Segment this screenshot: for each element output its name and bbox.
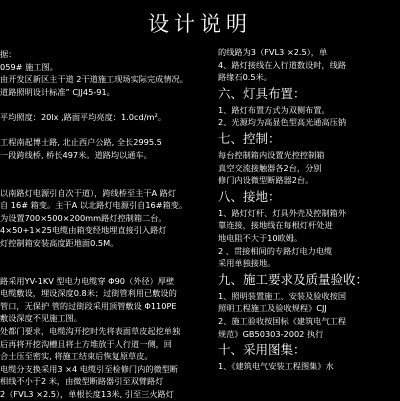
text-line: 工程南起博士路, 北止西户公路, 全长2995.5 [0, 137, 162, 148]
text-line: 道路照明设计标准” CJJ45-91。 [0, 86, 115, 97]
left-column [0, 48, 200, 401]
text-line: 灯控制箱安装高度距地面0.5M。 [0, 237, 119, 248]
text-line: 4×50+1×25电缆由箱变经地埋直接引入路灯 [0, 225, 167, 236]
text-line: 由开发区新区主干道 2干道施工现场实际完成情况。 [0, 74, 188, 85]
text-line: 2、光源均为高显色型高光通高压钠 [218, 117, 347, 128]
text-line: 自 16# 箱变。主干A 以北路灯电源引自16#箱变。 [0, 200, 188, 211]
text-line [0, 262, 200, 275]
text-line: 一段跨线桥, 桥长497米。道路均以通车。 [0, 149, 152, 160]
text-line: 2 、贯接相间的专路灯电力电缆 [218, 245, 333, 256]
text-line: 路缘石0.5米。 [218, 72, 272, 83]
section-heading: 十、采用图集： [218, 342, 306, 358]
text-line [0, 250, 200, 263]
text-line: 路采用YV-1KV 型电力电缆穿 Φ90（外径）厚壁 [0, 275, 175, 286]
text-line: 相线不小于2 米，由微型断路器引至双臂路灯 [0, 376, 164, 387]
text-line: 1、照明装置施工、安装及验收按国 [218, 290, 347, 301]
text-line [0, 124, 200, 137]
text-line: 修门内设微型断路器2台。 [218, 175, 314, 186]
text-line [0, 161, 200, 174]
text-line: 地电阻不大于10欧姆。 [218, 232, 303, 243]
text-line: 1、《建筑电气安装工程图集》水 [218, 361, 334, 372]
section-heading: 六、灯具布置： [218, 85, 306, 101]
text-line: 4、路灯接线在入行道数设时，线路 [218, 59, 347, 70]
text-line: 平均照度：20lx ,路面平均亮度：1.0cd/m²。 [0, 111, 166, 122]
right-column [218, 46, 400, 373]
text-line: 1、路灯灯杆、灯具外壳及控制箱外 [218, 207, 347, 218]
text-line: 处都门要求，电缆沟开挖时先将表面草皮起挖单独 [0, 326, 181, 337]
text-line: 真空交流接触器各2台，分别 [218, 162, 322, 173]
text-line: 据： [0, 49, 17, 59]
text-line: 每台控制箱内设置光控控制箱 [218, 149, 325, 160]
text-line: 管口，无保护 管的过街段采用顶管敷设 Φ110PE [0, 300, 177, 311]
text-line: 为设置700×500×200mm路灯控制箱二台。 [0, 212, 167, 223]
text-line: 敷设深度不见施工图。 [0, 313, 82, 324]
text-line: 059# 施工图。 [0, 61, 58, 72]
text-line: 后再将开挖沟槽且将土方堆放于人行道一侧，回 [0, 338, 172, 349]
text-line: 2（FVL3 ×2.5），单根长度13米, 引至三火路灯 [0, 389, 174, 400]
text-line: 电缆敷设，埋设深度0.8米；过街管利用已敷设的 [0, 288, 177, 299]
text-line: 合土压至密实, 将施工结束后恢复原草皮。 [0, 351, 153, 362]
text-line [0, 98, 200, 111]
page-title: 设计说明 [148, 12, 252, 36]
text-line: 2、施工验收按国标《建筑电气工程 [218, 315, 347, 326]
text-line: 采用单独接地。 [218, 258, 276, 269]
text-line [0, 174, 200, 187]
text-line: 照明工程施工及验收规程》CJJ [218, 303, 327, 314]
text-line: 1、路灯布置方式为双侧布置。 [218, 104, 330, 115]
text-line: 的线路为3（FVL3 ×2.5），单 [218, 47, 328, 57]
section-heading: 八、接地： [218, 188, 281, 204]
text-line: 规范》GB50303-2002 执行 [218, 328, 324, 339]
text-line: 电缆分支换采用3 ×4 电缆引至检修门内的微型断 [0, 363, 179, 374]
text-line: 以南路灯电源引自次干道），跨线桥至主干A 路灯 [0, 187, 177, 198]
text-line: 靠连接，接地线在每根灯杆处进 [218, 220, 333, 231]
section-heading: 七、控制： [218, 130, 281, 146]
section-heading: 九、施工要求及质量验收： [218, 271, 369, 287]
